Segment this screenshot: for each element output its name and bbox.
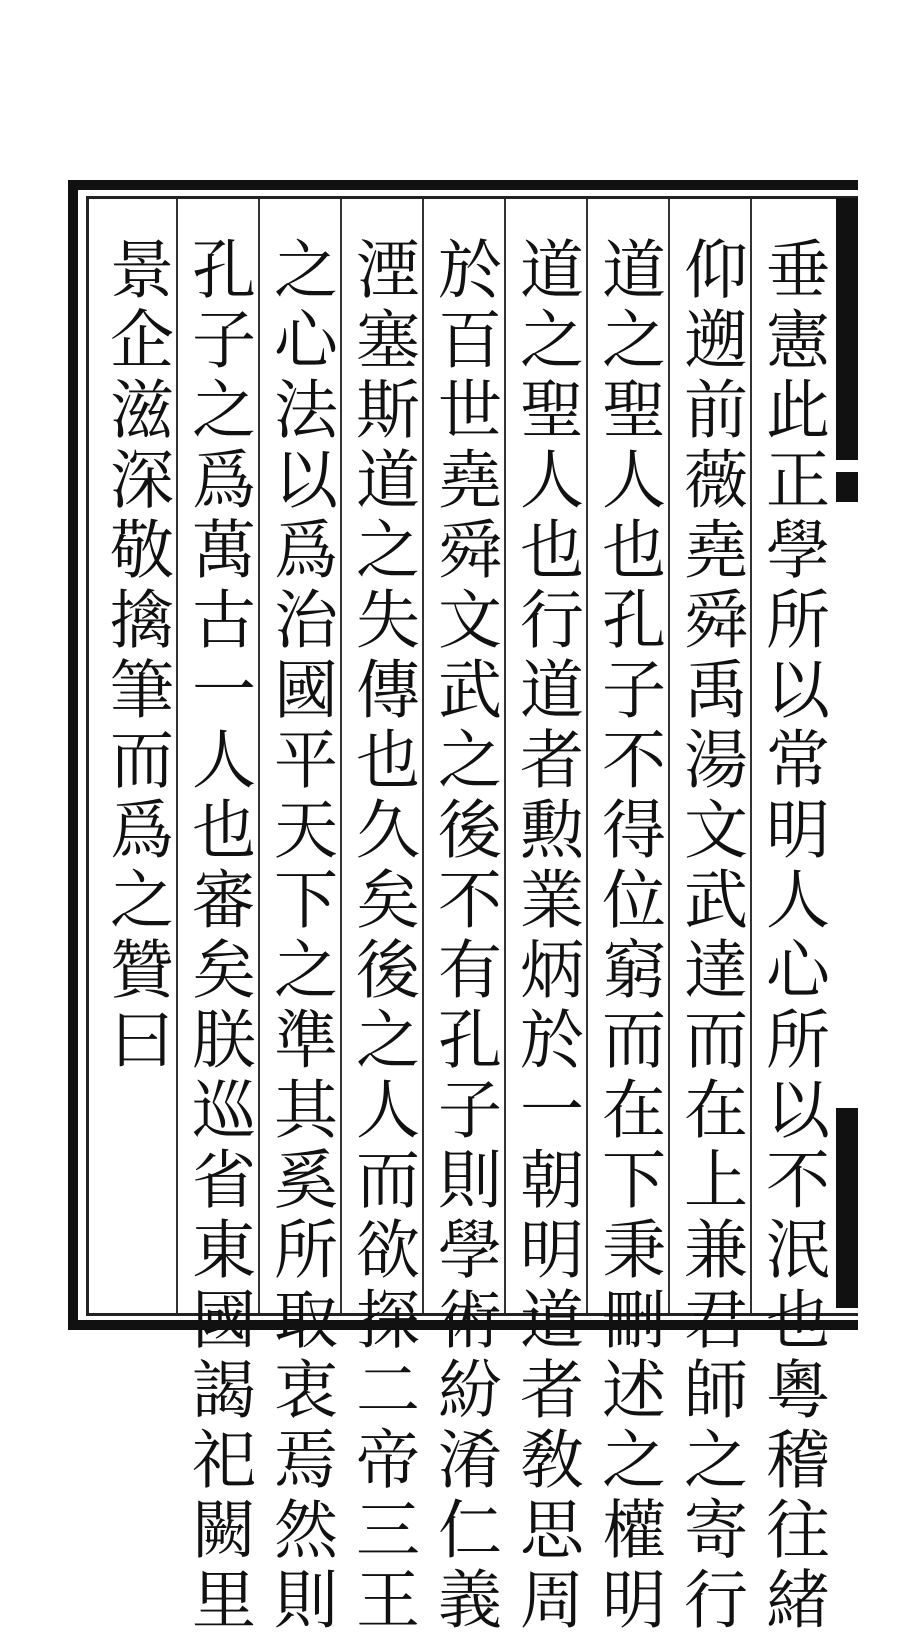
text-column-8: 孔子之爲萬古一人也審矣朕巡省東國謁祀闕里 xyxy=(181,236,255,1636)
edge-mark xyxy=(836,472,858,502)
edge-mark xyxy=(836,198,858,460)
text-column-5: 於百世堯舜文武之後不有孔子則學術紛淆仁義 xyxy=(427,236,501,1636)
text-column-9: 景企滋深敬擒筆而爲之贊曰 xyxy=(99,236,173,1076)
edge-mark xyxy=(836,1108,858,1308)
text-column-4: 道之聖人也行道者勲業炳於一朝明道者敎思周 xyxy=(509,236,583,1636)
text-column-3: 道之聖人也孔子不得位窮而在下秉刪述之權明 xyxy=(591,236,665,1636)
text-column-2: 仰遡前薇堯舜禹湯文武達而在上兼君師之寄行 xyxy=(673,236,747,1636)
text-column-6: 湮塞斯道之失傳也久矣後之人而欲探二帝三王 xyxy=(345,236,419,1636)
text-column-1: 垂憲此正學所以常明人心所以不泯也粵稽往緒 xyxy=(755,236,829,1636)
text-column-7: 之心法以爲治國平天下之準其奚所取衷焉然則 xyxy=(263,236,337,1636)
